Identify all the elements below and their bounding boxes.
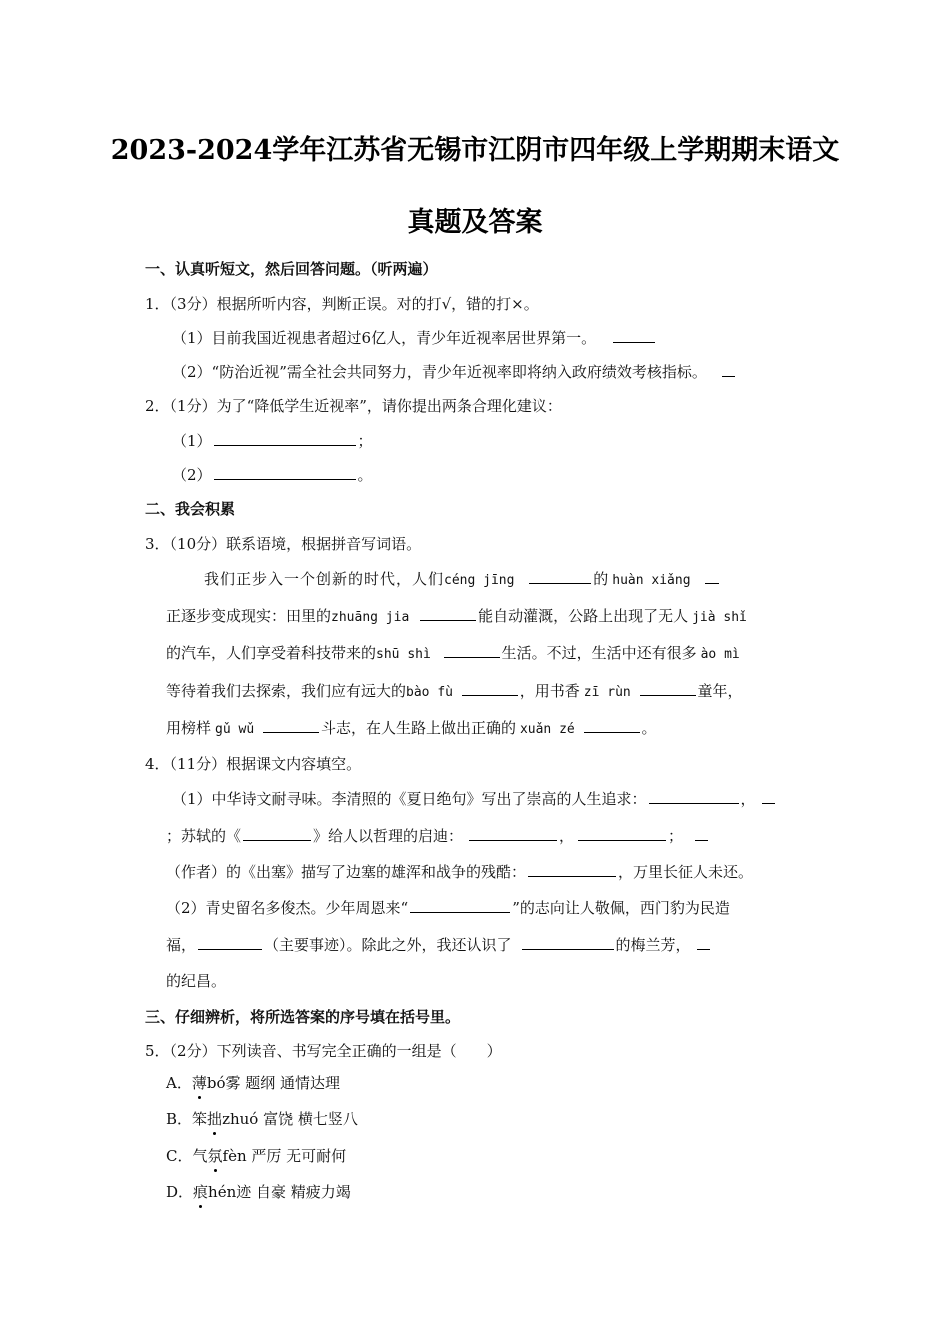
q4-blank-10[interactable] xyxy=(522,935,614,950)
q5-stem: 5．（2分）下列读音、书写完全正确的一组是（ ） xyxy=(145,1042,502,1060)
q4-line-5 xyxy=(166,935,712,955)
q3-pinyin-zhuang-jia: zhuāng jia xyxy=(331,610,410,625)
q4-line-1 xyxy=(172,789,777,809)
q3-stem: 3．（10分）联系语境，根据拼音写词语。 xyxy=(145,535,422,553)
q4-l1-punct: ， xyxy=(740,790,756,808)
q3-line-4 xyxy=(166,681,743,703)
q5-option-c-label: C． xyxy=(166,1147,193,1165)
q3-pinyin-ao-mi: ào mì xyxy=(700,647,740,662)
q2-item-2-answer-blank[interactable] xyxy=(214,465,356,480)
section-2-heading: 二、我会积累 xyxy=(145,500,236,518)
q5-option-c-text: fèn 严厉 无可耐何 xyxy=(222,1147,347,1165)
q4-l4-text: （2）青史留名多俊杰。少年周恩来“ xyxy=(166,899,409,917)
document-title-line2: 真题及答案 xyxy=(407,207,543,238)
q4-l2-text: ；苏轼的《 xyxy=(166,827,242,845)
q3-blank-2[interactable] xyxy=(705,569,719,584)
q5-option-d[interactable] xyxy=(166,1182,351,1202)
q3-l1-text-b: 的 xyxy=(593,570,609,588)
q3-blank-5[interactable] xyxy=(462,681,518,696)
q1-stem: 1．（3分）根据所听内容，判断正误。对的打√，错的打×。 xyxy=(145,295,539,313)
q4-l3-text: （作者）的《出塞》描写了边塞的雄浑和战争的残酷： xyxy=(166,863,527,881)
q4-l1-text: （1）中华诗文耐寻味。李清照的《夏日绝句》写出了崇高的人生追求： xyxy=(172,790,647,808)
q5-option-d-dotted-char: 痕 xyxy=(193,1183,209,1201)
q3-pinyin-gu-wu: gǔ wǔ xyxy=(215,722,255,737)
section-1-heading: 一、认真听短文，然后回答问题。（听两遍） xyxy=(145,260,438,278)
q4-blank-11[interactable] xyxy=(697,935,710,950)
q4-l5-text-b: （主要事迹）。除此之外，我还认识了 xyxy=(264,936,512,954)
q4-blank-2[interactable] xyxy=(762,789,775,804)
q5-option-b-text: zhuó 富饶 横七竖八 xyxy=(222,1110,358,1128)
q5-option-c-dotted-char: 氛 xyxy=(207,1147,223,1165)
q5-option-a-label: A． xyxy=(166,1074,192,1092)
q4-l4-text-b: ”的志向让人敬佩，西门豹为民造 xyxy=(512,899,730,917)
q3-blank-8[interactable] xyxy=(584,718,640,733)
q4-l5-text-c: 的梅兰芳， xyxy=(615,936,691,954)
q2-item-1-answer-blank[interactable] xyxy=(214,431,356,446)
q4-blank-9[interactable] xyxy=(198,935,262,950)
q5-option-a-dotted-char: 薄 xyxy=(191,1074,207,1092)
q3-l4-text-b: ，用书香 xyxy=(519,682,580,700)
q2-item-2 xyxy=(172,465,373,485)
q3-line-5 xyxy=(166,718,657,740)
q3-pinyin-bao-fu: bào fù xyxy=(406,685,453,700)
q2-item-2-label: （2） xyxy=(172,466,212,484)
q4-l2-punct-2: ； xyxy=(668,827,684,845)
q4-blank-6[interactable] xyxy=(695,826,708,841)
q3-pinyin-zi-run: zī rùn xyxy=(583,685,631,700)
q3-pinyin-jia-shi: jià shǐ xyxy=(692,610,747,625)
q4-blank-5[interactable] xyxy=(578,826,666,841)
q1-item-2-answer-blank[interactable] xyxy=(722,362,735,377)
q3-blank-1[interactable] xyxy=(529,569,591,584)
q2-item-1 xyxy=(172,431,373,451)
q4-line-2 xyxy=(166,826,710,846)
q4-line-3 xyxy=(166,862,753,882)
q5-option-b[interactable] xyxy=(166,1109,358,1129)
q4-l2-punct-1: ， xyxy=(559,827,575,845)
q5-option-d-text: hén迹 自豪 精疲力竭 xyxy=(208,1183,351,1201)
q3-l2-text: 正逐步变成现实：田里的 xyxy=(166,607,332,625)
q4-blank-7[interactable] xyxy=(528,862,616,877)
q4-blank-3[interactable] xyxy=(243,826,311,841)
q2-stem: 2．（1分）为了“降低学生近视率”，请你提出两条合理化建议： xyxy=(145,397,562,415)
document-title-line1: 2023-2024学年江苏省无锡市江阴市四年级上学期期末语文 xyxy=(110,135,840,166)
q4-stem: 4．（11分）根据课文内容填空。 xyxy=(145,755,362,773)
q5-option-d-label: D． xyxy=(166,1183,194,1201)
q3-pinyin-shu-shi: shū shì xyxy=(376,647,431,662)
q5-option-b-dotted-char: 拙 xyxy=(207,1110,223,1128)
q4-l5-text: 福， xyxy=(166,936,197,954)
section-3-heading: 三、仔细辨析，将所选答案的序号填在括号里。 xyxy=(145,1008,461,1026)
q3-l4-text: 等待着我们去探索，我们应有远大的 xyxy=(166,682,407,700)
q3-l3-text-b: 生活。不过，生活中还有很多 xyxy=(501,644,697,662)
q5-option-b-pre: 笨 xyxy=(192,1110,208,1128)
q2-item-2-punct: 。 xyxy=(357,466,373,484)
q3-l5-text-b: 斗志，在人生路上做出正确的 xyxy=(320,719,516,737)
q3-blank-3[interactable] xyxy=(420,606,476,621)
q1-item-1-text: （1）目前我国近视患者超过6亿人，青少年近视率居世界第一。 xyxy=(172,329,597,347)
q5-option-b-label: B． xyxy=(166,1110,193,1128)
q2-item-1-punct: ； xyxy=(357,432,373,450)
q5-option-c-pre: 气 xyxy=(192,1147,208,1165)
q1-item-2-text: （2）“防治近视”需全社会共同努力，青少年近视率即将纳入政府绩效考核指标。 xyxy=(172,363,707,381)
q3-blank-7[interactable] xyxy=(263,718,319,733)
q3-blank-6[interactable] xyxy=(640,681,696,696)
q4-line-6: 的纪昌。 xyxy=(166,972,227,990)
q3-line-2 xyxy=(166,606,747,628)
q3-l3-text: 的汽车，人们享受着科技带来的 xyxy=(166,644,377,662)
q3-pinyin-huan-xiang: huàn xiǎng xyxy=(612,573,691,588)
q1-item-2 xyxy=(172,362,737,382)
q3-pinyin-xuan-ze: xuǎn zé xyxy=(519,722,575,737)
q3-l5-text: 用榜样 xyxy=(166,719,212,737)
q5-option-c[interactable] xyxy=(166,1146,346,1166)
q4-l2-text-b: 》给人以哲理的启迪： xyxy=(313,827,464,845)
q1-item-1-answer-blank[interactable] xyxy=(613,328,655,343)
q3-blank-4[interactable] xyxy=(444,643,500,658)
q3-l2-text-b: 能自动灌溉，公路上出现了无人 xyxy=(478,607,689,625)
q3-line-3 xyxy=(166,643,740,665)
q4-line-4 xyxy=(166,898,730,918)
q4-blank-8[interactable] xyxy=(410,898,510,913)
q4-l3-text-b: ，万里长征人未还。 xyxy=(618,863,754,881)
q3-line-1 xyxy=(204,569,721,591)
q3-l1-text: 我们正步入一个创新的时代，人们 xyxy=(204,570,445,588)
q1-item-1 xyxy=(172,328,657,348)
q4-blank-1[interactable] xyxy=(649,789,739,804)
q2-item-1-label: （1） xyxy=(172,432,212,450)
q3-l5-text-c: 。 xyxy=(641,719,657,737)
q3-pinyin-ceng-jing: céng jīng xyxy=(444,573,515,588)
q5-option-a[interactable] xyxy=(166,1073,340,1093)
q4-blank-4[interactable] xyxy=(469,826,557,841)
q3-l4-text-c: 童年， xyxy=(697,682,743,700)
q5-option-a-text: bó雾 题纲 通情达理 xyxy=(206,1074,341,1092)
